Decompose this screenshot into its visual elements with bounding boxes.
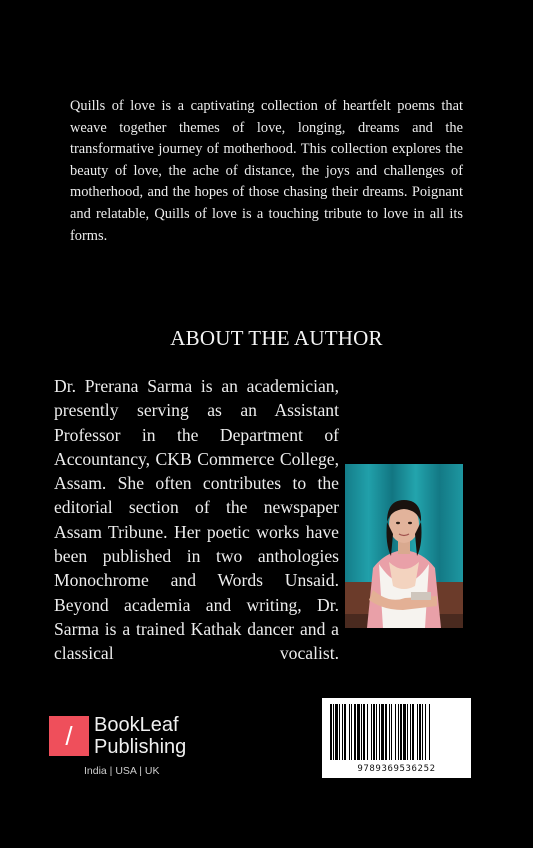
barcode-bar (373, 704, 375, 760)
barcode-bar (361, 704, 362, 760)
isbn-barcode (322, 698, 471, 778)
isbn-number: 9789369536252 (357, 764, 436, 774)
barcode-bar (351, 704, 352, 760)
barcode-bar (395, 704, 396, 760)
barcode-bar (419, 704, 421, 760)
barcode-bar (429, 704, 430, 760)
publisher-name-line2: Publishing (94, 736, 187, 758)
barcode-bar (400, 704, 402, 760)
barcode-bar (344, 704, 346, 760)
back-cover-blurb: Quills of love is a captivating collection of heartfelt poems that weave together themes of love, longing, dreams and the transformative journey of motherhood. This collection explores the beauty of love, the ache of distance, the joys and challenges of motherhood, and the hopes of those chasing their dreams. Poignant and relatable, Quills of love is a touching tribute to love in all its forms. (70, 98, 463, 244)
author-bio: Dr. Prerana Sarma is an academician, presently serving as an Assistant Professor in the Department of Accountancy, CKB Commerce College, Assam. She often contributes to the editorial section of the newspaper Assam Tribune. Her poetic works have been published in two anthologies Monochrome and Words Unsaid. Beyond academia and writing, Dr. Sarma is a trained Kathak dancer and a classical vocalist. (54, 376, 339, 664)
publisher-name-line1: BookLeaf (94, 714, 179, 736)
barcode-bar (417, 704, 418, 760)
barcode-bar (342, 704, 343, 760)
about-author-heading: ABOUT THE AUTHOR (170, 326, 383, 350)
barcode-bar (422, 704, 423, 760)
barcode-bar (339, 704, 340, 760)
publisher-logo-mark (49, 716, 89, 756)
barcode-bar (330, 704, 332, 760)
barcode-bar (335, 704, 338, 760)
barcode-bar (425, 704, 426, 760)
author-photo (345, 464, 463, 628)
barcode-bars (328, 704, 465, 764)
barcode-bar (403, 704, 406, 760)
slash-logo-icon: / (65, 721, 73, 751)
barcode-bar (407, 704, 408, 760)
barcode-bar (381, 704, 384, 760)
barcode-bar (371, 704, 372, 760)
barcode-bar (349, 704, 350, 760)
barcode-bar (412, 704, 414, 760)
barcode-bar (357, 704, 360, 760)
barcode-bar (333, 704, 334, 760)
barcode-bar (367, 704, 368, 760)
barcode-bar (385, 704, 387, 760)
barcode-bar (354, 704, 356, 760)
barcode-bar (398, 704, 399, 760)
barcode-bar (379, 704, 380, 760)
author-portrait-image (345, 464, 463, 628)
barcode-bar (410, 704, 411, 760)
barcode-bar (363, 704, 365, 760)
barcode-bar (391, 704, 392, 760)
barcode-bar (389, 704, 390, 760)
publisher-regions: India | USA | UK (84, 765, 160, 777)
barcode-bar (376, 704, 377, 760)
publisher-logo-text (94, 714, 186, 758)
